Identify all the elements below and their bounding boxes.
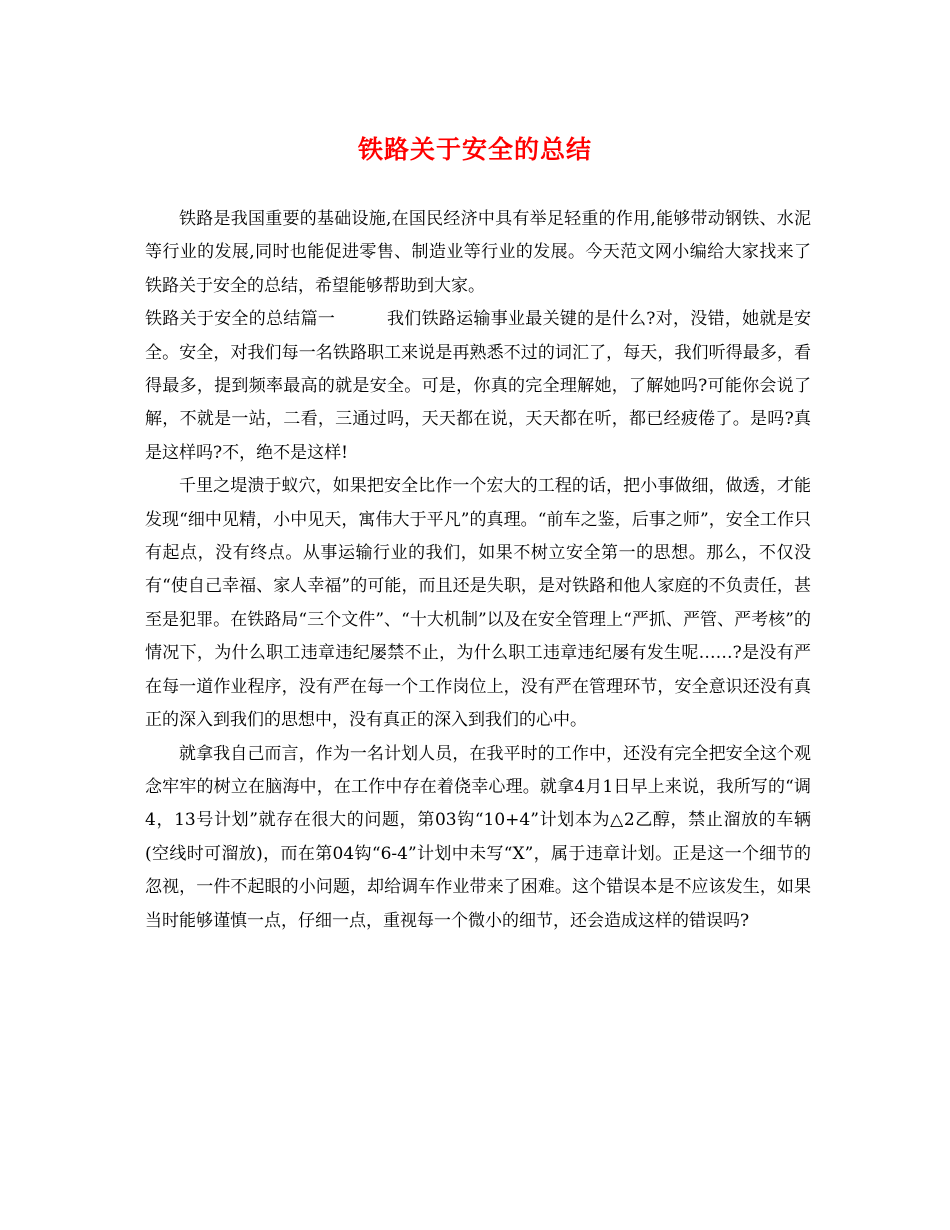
paragraph-section-one: 铁路关于安全的总结篇一 我们铁路运输事业最关键的是什么?对，没错，她就是安全。安全，对我们每一名铁路职工来说是再熟悉不过的词汇了，每天，我们听得最多，看得最多，提到频率最高的就是安全。可是，你真的完全理解她，了解她吗?可能你会说了解，不就是一站，二看，三通过吗，天天都在说，天天都在听，都已经疲倦了。是吗?真是这样吗?不，绝不是这样! [145,309,811,463]
paragraph-safety-detail: 千里之堤溃于蚁穴，如果把安全比作一个宏大的工程的话，把小事做细，做透，才能发现“细中见精，小中见天，寓伟大于平凡”的真理。“前车之鉴，后事之师”，安全工作只有起点，没有终点。从事运输行业的我们，如果不树立安全第一的思想。那么，不仅没有“使自己幸福、家人幸福”的可能，而且还是失职，是对铁路和他人家庭的不负责任，甚至是犯罪。在铁路局“三个文件”、“十大机制”以及在安全管理上“严抓、严管、严考核”的情况下，为什么职工违章违纪屡禁不止，为什么职工违章违纪屡有发生呢……?是没有严在每一道作业程序，没有严在每一个工作岗位上，没有严在管理环节，安全意识还没有真正的深入到我们的思想中，没有真正的深入到我们的心中。 [145,476,811,731]
document-title: 铁路关于安全的总结 [357,135,592,164]
paragraph-intro: 铁路是我国重要的基础设施,在国民经济中具有举足轻重的作用,能够带动钢铁、水泥等行业的发展,同时也能促进零售、制造业等行业的发展。今天范文网小编给大家找来了铁路关于安全的总结，希望能够帮助到大家。 [145,209,811,296]
document-body [145,203,811,938]
paragraph-personal-example: 就拿我自己而言，作为一名计划人员，在我平时的工作中，还没有完全把安全这个观念牢牢的树立在脑海中，在工作中存在着侥幸心理。就拿4月1日早上来说，我所写的“调4，13号计划”就存在很大的问题，第03钩“10+4”计划本为△2乙醇，禁止溜放的车辆(空线时可溜放)，而在第04钩“6-4”计划中未写“X”，属于违章计划。正是这一个细节的忽视，一件不起眼的小问题，却给调车作业带来了困难。这个错误本是不应该发生，如果当时能够谨慎一点，仔细一点，重视每一个微小的细节，还会造成这样的错误吗? [145,743,811,931]
